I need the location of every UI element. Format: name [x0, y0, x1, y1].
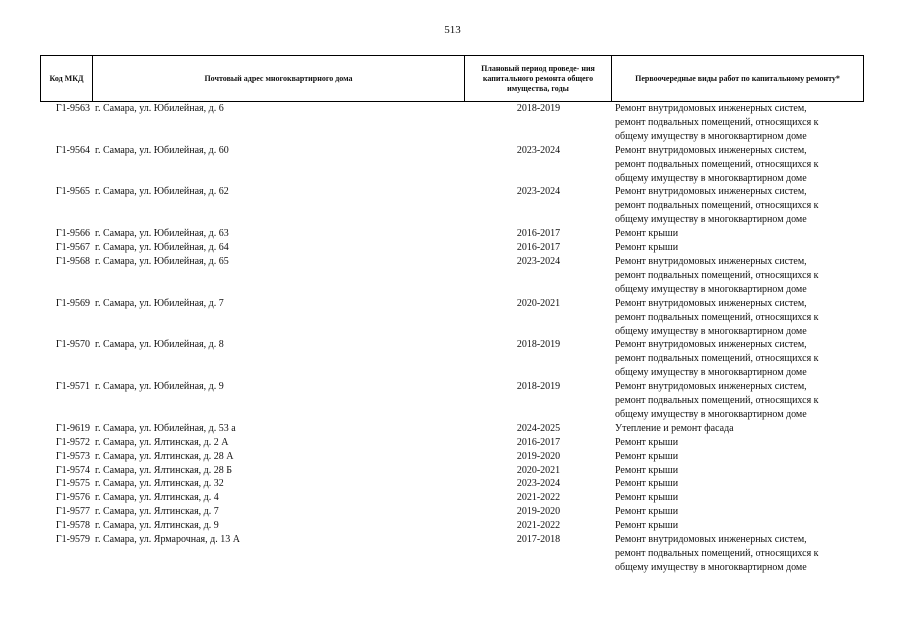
period-cell: 2023-2024 [516, 144, 561, 156]
works-line: Ремонт внутридомовых инженерных систем, [615, 534, 807, 546]
mkd-code-cell: Г1-9577 [55, 506, 90, 518]
mkd-code-cell: Г1-9571 [55, 381, 90, 393]
address-cell: г. Самара, ул. Юбилейная, д. 65 [95, 255, 229, 267]
works-line: ремонт подвальных помещений, относящихся к [615, 116, 819, 128]
works-cell [612, 380, 864, 422]
mkd-code-cell: Г1-9574 [55, 464, 90, 476]
works-line: общему имуществу в многоквартирном доме [615, 283, 807, 295]
works-cell [612, 464, 864, 478]
mkd-code-cell: Г1-9575 [55, 478, 90, 490]
table-row [40, 491, 864, 505]
address-cell: г. Самара, ул. Юбилейная, д. 9 [95, 381, 224, 393]
works-line: ремонт подвальных помещений, относящихся к [615, 311, 819, 323]
works-line: общему имуществу в многоквартирном доме [615, 367, 807, 379]
header-works: Первоочередные виды работ по капитальному ремонту* [612, 56, 864, 101]
capital-repair-table [40, 55, 864, 575]
works-line: Ремонт крыши [615, 464, 679, 476]
mkd-code-cell: Г1-9578 [55, 520, 90, 532]
address-cell: г. Самара, ул. Юбилейная, д. 53 а [95, 422, 236, 434]
works-line: общему имуществу в многоквартирном доме [615, 561, 807, 573]
period-cell: 2023-2024 [516, 478, 561, 490]
table-row [40, 144, 864, 186]
works-cell [612, 505, 864, 519]
works-line: общему имуществу в многоквартирном доме [615, 214, 807, 226]
table-row [40, 519, 864, 533]
table-row [40, 255, 864, 297]
table-row [40, 297, 864, 339]
address-cell: г. Самара, ул. Юбилейная, д. 62 [95, 186, 229, 198]
mkd-code-cell: Г1-9564 [55, 144, 90, 156]
address-cell: г. Самара, ул. Юбилейная, д. 64 [95, 242, 229, 254]
table-row [40, 185, 864, 227]
works-cell [612, 477, 864, 491]
address-cell: г. Самара, ул. Юбилейная, д. 60 [95, 144, 229, 156]
works-line: общему имуществу в многоквартирном доме [615, 408, 807, 420]
works-line: Утепление и ремонт фасада [615, 422, 734, 434]
works-line: Ремонт крыши [615, 520, 679, 532]
table-header [40, 55, 864, 102]
works-cell [612, 436, 864, 450]
table-row [40, 227, 864, 241]
period-cell: 2016-2017 [516, 436, 561, 448]
period-cell: 2020-2021 [516, 297, 561, 309]
mkd-code-cell: Г1-9569 [55, 297, 90, 309]
address-cell: г. Самара, ул. Ялтинская, д. 4 [95, 492, 219, 504]
works-cell [612, 255, 864, 297]
works-cell [612, 338, 864, 380]
table-row [40, 338, 864, 380]
period-cell: 2019-2020 [516, 506, 561, 518]
mkd-code-cell: Г1-9563 [55, 103, 90, 114]
period-cell: 2016-2017 [516, 228, 561, 240]
address-cell: г. Самара, ул. Ярмарочная, д. 13 А [95, 534, 240, 546]
table-row [40, 477, 864, 491]
works-line: Ремонт крыши [615, 242, 679, 254]
address-cell: г. Самара, ул. Ялтинская, д. 32 [95, 478, 224, 490]
works-line: ремонт подвальных помещений, относящихся к [615, 395, 819, 407]
page-number: 513 [444, 24, 461, 36]
works-line: Ремонт крыши [615, 228, 679, 240]
works-line: Ремонт крыши [615, 478, 679, 490]
table-row [40, 450, 864, 464]
mkd-code-cell: Г1-9576 [55, 492, 90, 504]
period-cell: 2021-2022 [516, 492, 561, 504]
address-cell: г. Самара, ул. Юбилейная, д. 8 [95, 339, 224, 351]
works-line: ремонт подвальных помещений, относящихся к [615, 353, 819, 365]
period-cell: 2017-2018 [516, 534, 561, 546]
works-cell [612, 227, 864, 241]
works-cell [612, 491, 864, 505]
works-line: ремонт подвальных помещений, относящихся к [615, 548, 819, 559]
works-line: Ремонт внутридомовых инженерных систем, [615, 381, 807, 393]
works-line: общему имуществу в многоквартирном доме [615, 325, 807, 337]
address-cell: г. Самара, ул. Ялтинская, д. 2 А [95, 436, 229, 448]
works-line: Ремонт внутридомовых инженерных систем, [615, 186, 807, 198]
works-line: Ремонт внутридомовых инженерных систем, [615, 339, 807, 351]
address-cell: г. Самара, ул. Ялтинская, д. 7 [95, 506, 219, 518]
address-cell: г. Самара, ул. Юбилейная, д. 7 [95, 297, 224, 309]
works-line: Ремонт крыши [615, 436, 679, 448]
works-line: ремонт подвальных помещений, относящихся к [615, 200, 819, 212]
period-cell: 2024-2025 [516, 422, 561, 434]
address-cell: г. Самара, ул. Ялтинская, д. 28 Б [95, 464, 233, 476]
mkd-code-cell: Г1-9579 [55, 534, 90, 546]
header-address: Почтовый адрес многоквартирного дома [93, 56, 465, 101]
header-code: Код МКД [40, 56, 93, 101]
works-cell [612, 144, 864, 186]
mkd-code-cell: Г1-9570 [55, 339, 90, 351]
period-cell: 2023-2024 [516, 186, 561, 198]
works-line: Ремонт внутридомовых инженерных систем, [615, 144, 807, 156]
works-line: Ремонт внутридомовых инженерных систем, [615, 255, 807, 267]
mkd-code-cell: Г1-9619 [55, 422, 90, 434]
period-cell: 2016-2017 [516, 242, 561, 254]
mkd-code-cell: Г1-9572 [55, 436, 90, 448]
period-cell: 2019-2020 [516, 450, 561, 462]
works-cell [612, 533, 864, 575]
works-cell [612, 102, 864, 144]
works-line: Ремонт внутридомовых инженерных систем, [615, 103, 807, 114]
works-line: общему имуществу в многоквартирном доме [615, 130, 807, 142]
mkd-code-cell: Г1-9567 [55, 242, 90, 254]
address-cell: г. Самара, ул. Юбилейная, д. 63 [95, 228, 229, 240]
table-row [40, 422, 864, 436]
period-cell: 2018-2019 [516, 103, 561, 114]
mkd-code-cell: Г1-9568 [55, 255, 90, 267]
mkd-code-cell: Г1-9573 [55, 450, 90, 462]
table-row [40, 436, 864, 450]
table-body [40, 102, 864, 575]
works-line: Ремонт внутридомовых инженерных систем, [615, 297, 807, 309]
works-cell [612, 297, 864, 339]
mkd-code-cell: Г1-9566 [55, 228, 90, 240]
address-cell: г. Самара, ул. Ялтинская, д. 9 [95, 520, 219, 532]
works-cell [612, 450, 864, 464]
works-line: Ремонт крыши [615, 492, 679, 504]
address-cell: г. Самара, ул. Юбилейная, д. 6 [95, 103, 224, 114]
table-row [40, 380, 864, 422]
works-line: ремонт подвальных помещений, относящихся к [615, 269, 819, 281]
table-row [40, 102, 864, 144]
mkd-code-cell: Г1-9565 [55, 186, 90, 198]
works-cell [612, 185, 864, 227]
works-line: Ремонт крыши [615, 506, 679, 518]
works-line: общему имуществу в многоквартирном доме [615, 172, 807, 184]
works-cell [612, 519, 864, 533]
table-row [40, 464, 864, 478]
period-cell: 2018-2019 [516, 381, 561, 393]
works-line: Ремонт крыши [615, 450, 679, 462]
table-row [40, 505, 864, 519]
works-cell [612, 422, 864, 436]
table-row [40, 533, 864, 575]
period-cell: 2023-2024 [516, 255, 561, 267]
header-period: Плановый период проведе- ния капитального ремонта общего имущества, годы [465, 56, 612, 101]
works-line: ремонт подвальных помещений, относящихся к [615, 158, 819, 170]
table-row [40, 241, 864, 255]
period-cell: 2020-2021 [516, 464, 561, 476]
period-cell: 2021-2022 [516, 520, 561, 532]
address-cell: г. Самара, ул. Ялтинская, д. 28 А [95, 450, 234, 462]
period-cell: 2018-2019 [516, 339, 561, 351]
works-cell [612, 241, 864, 255]
